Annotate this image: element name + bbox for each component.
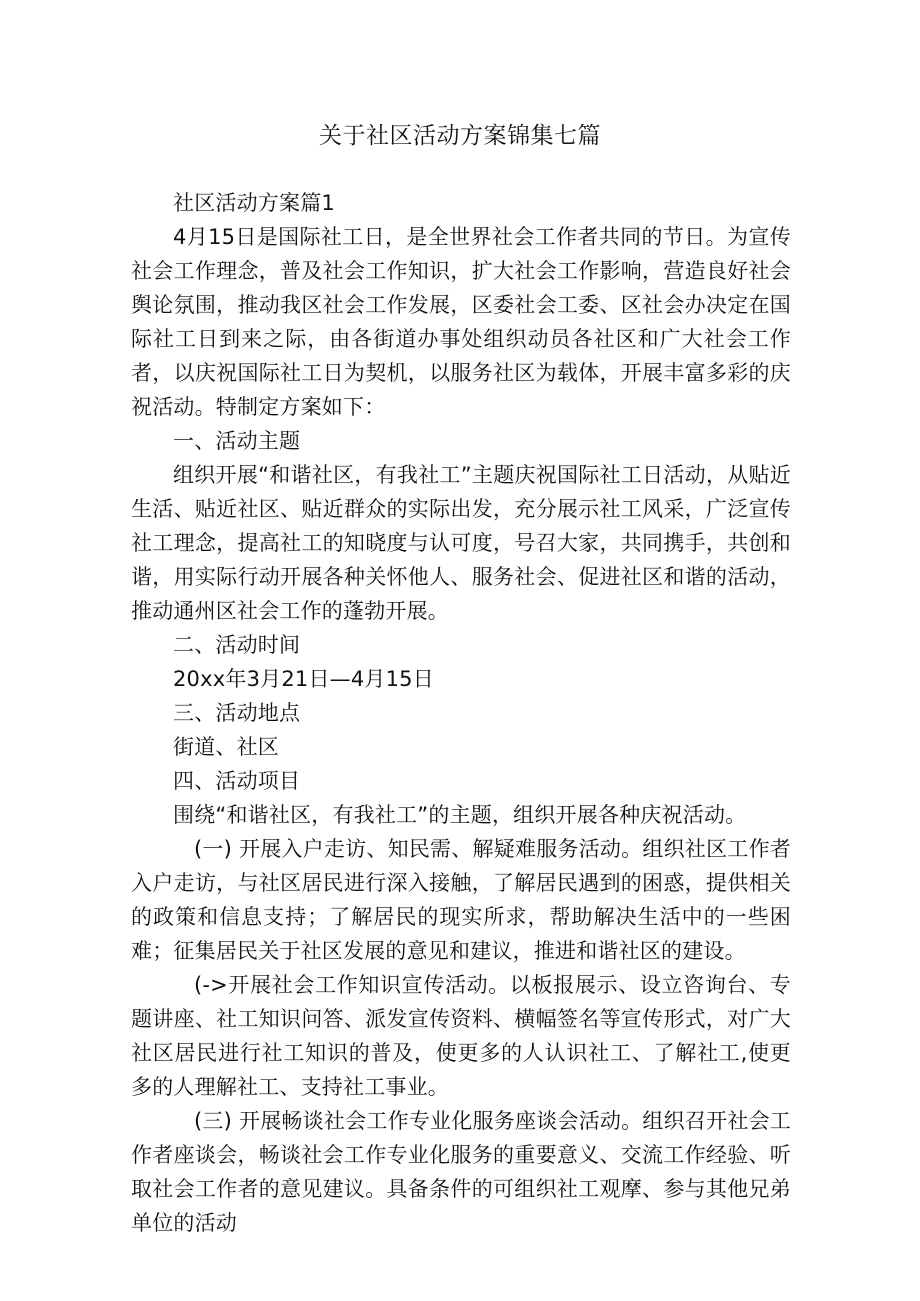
paragraph: 围绕“和谐社区，有我社工”的主题，组织开展各种庆祝活动。 [173, 803, 747, 827]
paragraph: (一) 开展入户走访、知民需、解疑难服务活动。组织社区工作者入户走访，与社区居民进行深入接触，了解居民遇到的困惑，提供相关的政策和信息支持；了解居民的现实所求，帮助解决生活中的一些困难；征集居民关于社区发展的意见和建议，推进和谐社区的建设。 [131, 837, 791, 963]
paragraph: 组织开展“和谐社区，有我社工”主题庆祝国际社工日活动，从贴近生活、贴近社区、贴近群众的实际出发，充分展示社工风采，广泛宣传社工理念，提高社工的知晓度与认可度，号召大家，共同携手，共创和谐，用实际行动开展各种关怀他人、服务社会、促进社区和谐的活动，推动通州区社会工作的蓬勃开展。 [131, 463, 791, 623]
section-heading: 二、活动时间 [173, 633, 301, 657]
section-heading: 三、活动地点 [173, 701, 301, 725]
paragraph: 20xx年3月21日—4月15日 [173, 667, 434, 691]
paragraph: 街道、社区 [173, 735, 279, 759]
document-title: 关于社区活动方案锦集七篇 [319, 123, 601, 149]
paragraph: 4月15日是国际社工日，是全世界社会工作者共同的节日。为宣传社会工作理念，普及社会工作知识，扩大社会工作影响，营造良好社会舆论氛围，推动我区社会工作发展，区委社会工委、区社会办决定在国际社工日到来之际，由各街道办事处组织动员各社区和广大社会工作者，以庆祝国际社工日为契机，以服务社区为载体，开展丰富多彩的庆祝活动。特制定方案如下： [131, 225, 791, 419]
paragraph: (->开展社会工作知识宣传活动。以板报展示、设立咨询台、专题讲座、社工知识问答、派发宣传资料、横幅签名等宣传形式，对广大社区居民进行社工知识的普及，使更多的人认识社工、了解社工,使更多的人理解社工、支持社工事业。 [131, 973, 791, 1099]
paragraph: (三) 开展畅谈社会工作专业化服务座谈会活动。组织召开社会工作者座谈会，畅谈社会工作专业化服务的重要意义、交流工作经验、听取社会工作者的意见建议。具备条件的可组织社工观摩、参与其他兄弟单位的活动 [131, 1109, 791, 1235]
section-heading: 一、活动主题 [173, 429, 301, 453]
paragraph: 社区活动方案篇1 [173, 191, 335, 215]
section-heading: 四、活动项目 [173, 769, 301, 793]
document-body [131, 186, 791, 1240]
